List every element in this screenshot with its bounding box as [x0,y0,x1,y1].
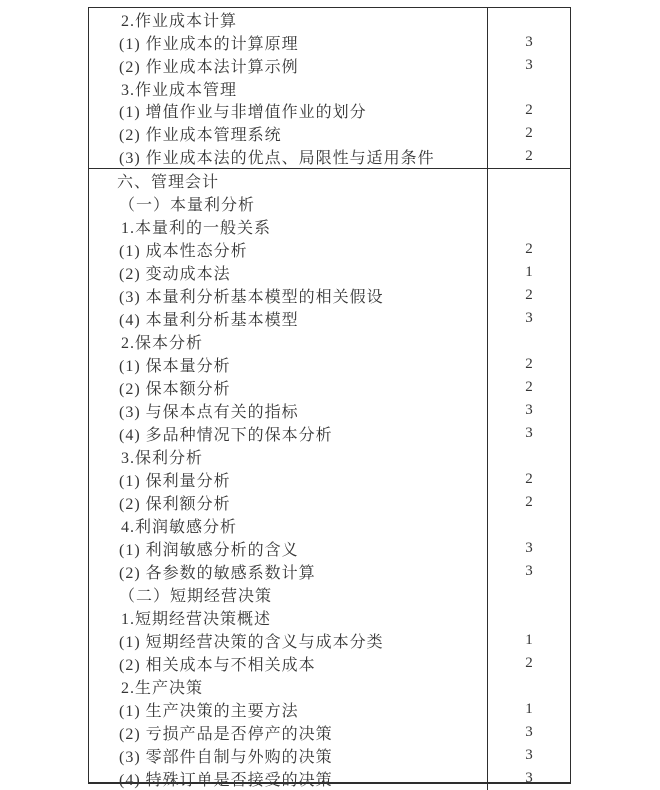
level-cell [488,422,570,445]
level-cell [488,445,570,468]
topic-text: 2.保本分析 [121,335,204,352]
table-row [89,54,570,77]
topic-cell [89,491,488,514]
topic-cell [89,514,488,537]
topic-text: (2) 各参数的敏感系数计算 [119,565,316,582]
table-row [89,77,570,100]
topic-cell [89,422,488,445]
topic-cell [89,330,488,353]
level-cell [488,353,570,376]
topic-text: (1) 生产决策的主要方法 [119,703,299,720]
level-cell [488,629,570,652]
level-value: 3 [525,747,533,763]
topic-text: 六、管理会计 [117,174,220,191]
level-value: 3 [525,540,533,556]
level-cell [488,192,570,215]
table-row [89,721,570,744]
topic-cell [89,445,488,468]
table-row [89,284,570,307]
level-value: 3 [525,310,533,326]
topic-text: (2) 保本额分析 [119,381,231,398]
topic-cell [89,261,488,284]
topic-text: 1.短期经营决策概述 [121,611,272,628]
table-row [89,169,570,192]
topic-cell [89,767,488,790]
topic-cell [89,652,488,675]
topic-text: 3.保利分析 [121,450,204,467]
level-value: 1 [525,264,533,280]
topic-text: (2) 相关成本与不相关成本 [119,657,316,674]
table-row [89,629,570,652]
topic-text: (1) 增值作业与非增值作业的划分 [119,104,367,122]
table-row [89,261,570,284]
level-cell [488,330,570,353]
topic-cell [89,31,488,54]
topic-cell [89,99,488,122]
table-row [89,330,570,353]
topic-text: (2) 作业成本管理系统 [119,127,282,145]
table-row [89,145,570,168]
level-cell [488,77,570,100]
syllabus-table [88,7,571,789]
table-row [89,192,570,215]
topic-text: (4) 多品种情况下的保本分析 [119,427,333,444]
topic-text: (3) 作业成本法的优点、局限性与适用条件 [119,150,435,168]
table-row [89,8,570,31]
level-cell [488,284,570,307]
table-row [89,445,570,468]
level-value: 2 [525,494,533,510]
topic-text: （一）本量利分析 [119,197,256,214]
level-cell [488,238,570,261]
level-cell [488,583,570,606]
topic-text: 2.生产决策 [121,680,204,697]
topic-cell [89,606,488,629]
topic-text: 3.作业成本管理 [121,81,238,99]
topic-text: (2) 保利额分析 [119,496,231,513]
table-row [89,238,570,261]
topic-text: (2) 作业成本法计算示例 [119,58,299,76]
level-value: 3 [525,402,533,418]
topic-cell [89,307,488,330]
level-cell [488,491,570,514]
table-row [89,744,570,767]
level-value: 3 [525,770,533,786]
topic-text: (1) 成本性态分析 [119,243,248,260]
table-row [89,652,570,675]
topic-text: 4.利润敏感分析 [121,519,238,536]
level-value: 2 [525,471,533,487]
table-row [89,399,570,422]
level-cell [488,652,570,675]
table-row [89,560,570,583]
level-value: 2 [525,655,533,671]
topic-text: (4) 本量利分析基本模型 [119,312,299,329]
level-value: 2 [525,125,533,142]
level-cell [488,721,570,744]
topic-cell [89,560,488,583]
topic-cell [89,169,488,192]
level-cell [488,376,570,399]
topic-text: (3) 与保本点有关的指标 [119,404,299,421]
level-cell [488,514,570,537]
level-cell [488,537,570,560]
level-cell [488,261,570,284]
level-value: 3 [525,56,533,73]
table-row [89,422,570,445]
topic-cell [89,238,488,261]
level-cell [488,122,570,145]
level-cell [488,698,570,721]
table-row [89,606,570,629]
topic-cell [89,583,488,606]
table-row [89,215,570,238]
level-value: 2 [525,287,533,303]
topic-text: (1) 利润敏感分析的含义 [119,542,299,559]
topic-cell [89,8,488,31]
topic-text: 2.作业成本计算 [121,12,238,30]
level-cell [488,169,570,192]
level-value: 3 [525,425,533,441]
topic-text: (2) 变动成本法 [119,266,231,283]
table-row [89,767,570,790]
level-cell [488,145,570,168]
topic-cell [89,122,488,145]
level-value: 2 [525,102,533,119]
level-cell [488,215,570,238]
topic-text: (1) 保利量分析 [119,473,231,490]
table-row [89,376,570,399]
topic-text: (3) 本量利分析基本模型的相关假设 [119,289,384,306]
table-row [89,698,570,721]
level-cell [488,675,570,698]
topic-cell [89,675,488,698]
topic-cell [89,54,488,77]
level-cell [488,767,570,790]
topic-cell [89,399,488,422]
topic-text: (1) 保本量分析 [119,358,231,375]
topic-cell [89,215,488,238]
topic-cell [89,284,488,307]
level-cell [488,744,570,767]
level-value: 1 [525,701,533,717]
table-row [89,537,570,560]
level-cell [488,54,570,77]
level-cell [488,560,570,583]
table-row [89,99,570,122]
topic-cell [89,145,488,168]
level-value: 3 [525,563,533,579]
topic-cell [89,537,488,560]
table-row [89,307,570,330]
topic-text: (2) 亏损产品是否停产的决策 [119,726,333,743]
table-row [89,122,570,145]
topic-text: (1) 短期经营决策的含义与成本分类 [119,634,384,651]
level-cell [488,99,570,122]
level-value: 2 [525,379,533,395]
level-cell [488,606,570,629]
table-row [89,31,570,54]
table-row [89,353,570,376]
level-cell [488,307,570,330]
topic-cell [89,376,488,399]
table-row [89,491,570,514]
table-row [89,514,570,537]
table-section-activity-costing [89,8,570,169]
table-row [89,675,570,698]
topic-cell [89,192,488,215]
table-row [89,583,570,606]
topic-cell [89,468,488,491]
level-value: 3 [525,724,533,740]
topic-cell [89,744,488,767]
level-cell [488,31,570,54]
topic-text: (3) 零部件自制与外购的决策 [119,749,333,766]
topic-text: (4) 特殊订单是否接受的决策 [119,772,333,789]
topic-text: （二）短期经营决策 [119,588,273,605]
topic-cell [89,629,488,652]
topic-cell [89,77,488,100]
topic-cell [89,353,488,376]
table-section-management-accounting [89,169,570,790]
topic-text: (1) 作业成本的计算原理 [119,35,299,53]
topic-cell [89,698,488,721]
level-value: 3 [525,33,533,50]
topic-text: 1.本量利的一般关系 [121,220,272,237]
level-value: 2 [525,356,533,372]
table-row [89,468,570,491]
level-value: 2 [525,148,533,165]
level-value: 1 [525,632,533,648]
level-value: 2 [525,241,533,257]
topic-cell [89,721,488,744]
level-cell [488,399,570,422]
level-cell [488,468,570,491]
level-cell [488,8,570,31]
